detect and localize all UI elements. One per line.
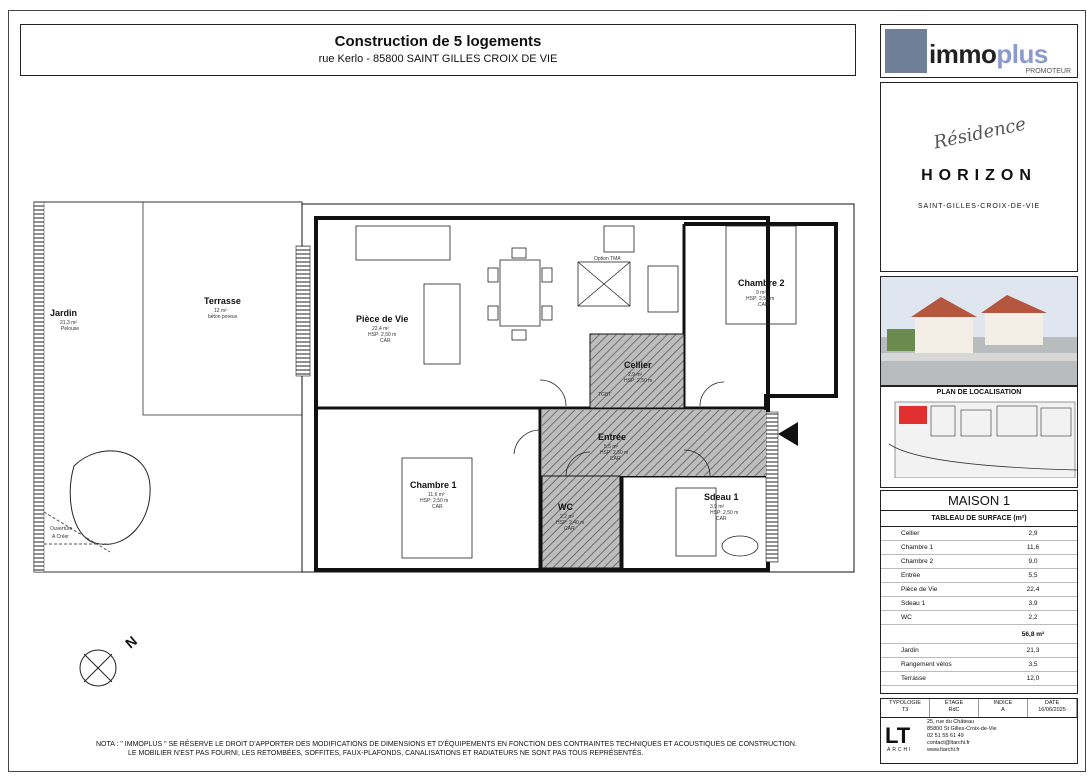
immoplus-logo-icon bbox=[885, 29, 927, 73]
room-label-wc: WC bbox=[558, 502, 573, 512]
page-title: Construction de 5 logements bbox=[334, 33, 542, 50]
garden-area bbox=[34, 202, 302, 572]
room-area-chambre2: 9 m² bbox=[756, 290, 766, 296]
room-label-terrasse: Terrasse bbox=[204, 296, 241, 306]
indice-cell: INDICE A bbox=[979, 699, 1028, 717]
table-row: Chambre 2 9,0 bbox=[881, 555, 1077, 569]
architect-address: 25, rue du Château 85800 St Gilles-Croix-de-Vie 02 51 55 61 49 contact@ltarchi.fr www.ltarchi.fr bbox=[927, 719, 997, 753]
disclaimer-note: NOTA : " IMMOPLUS " SE RÉSERVE LE DROIT D'APPORTER DES MODIFICATIONS DE DIMENSIONS ET D'ÉQUIPEMENTS EN FONCTION DES CONTRAINTES TECHNIQUES ET ACOUSTIQUES DE CONSTRUCTION. LE MOBILIER N'EST PAS FOURNI, LES RETOMBÉES, SOFFITES, FAUX-PLAFONDS, CANALISATIONS ET RADIATEURS NE SONT PAS TOUS REPRÉSENTÉS. bbox=[96, 741, 797, 757]
table-row: Pièce de Vie 22,4 bbox=[881, 583, 1077, 597]
room-hsp-chambre1: HSP: 2,50 m bbox=[420, 498, 449, 504]
table-row: Cellier 2,9 bbox=[881, 527, 1077, 541]
date-cell: DATE 16/06/2025 bbox=[1028, 699, 1077, 717]
room-area-cellier: 2,9 m² bbox=[628, 372, 643, 378]
location-map bbox=[880, 386, 1078, 488]
room-label-sdeau: Sdeau 1 bbox=[704, 492, 739, 502]
table-row: Sdeau 1 3,9 bbox=[881, 597, 1077, 611]
a-creer-label: A Créer bbox=[52, 534, 69, 540]
architect-block bbox=[880, 698, 1078, 764]
brand-sub: PROMOTEUR bbox=[1025, 68, 1071, 75]
residence-logo bbox=[880, 82, 1078, 272]
room-note-sdeau: CAR bbox=[716, 516, 727, 522]
room-label-chambre2: Chambre 2 bbox=[738, 278, 785, 288]
table-total-row: 56,8 m² bbox=[881, 625, 1077, 644]
tgbt-label: TGBT bbox=[598, 392, 612, 398]
room-hsp-wc: HSP: 2,40 m bbox=[556, 520, 585, 526]
residence-name: HORIZON bbox=[921, 167, 1037, 184]
table-row: Terrasse 12,0 bbox=[881, 672, 1077, 686]
room-label-entree: Entrée bbox=[598, 432, 627, 442]
room-label-cellier: Cellier bbox=[624, 360, 652, 370]
room-area-piece-de-vie: 22,4 m² bbox=[372, 326, 389, 332]
room-area-sdeau: 3,9 m² bbox=[710, 504, 725, 510]
north-label: N bbox=[122, 632, 141, 652]
meta-row bbox=[881, 699, 1077, 718]
table-title: TABLEAU DE SURFACE (m²) bbox=[881, 511, 1077, 527]
etage-cell: ÉTAGE RdC bbox=[930, 699, 979, 717]
room-area-entree: 5,5 m² bbox=[604, 444, 619, 450]
architect-logo-sub: ARCHI bbox=[887, 747, 913, 753]
table-row: Entrée 5,5 bbox=[881, 569, 1077, 583]
room-area-jardin: 21,3 m² bbox=[60, 320, 77, 326]
room-note-wc: CAR bbox=[564, 526, 575, 532]
room-note-terrasse: béton poreux bbox=[208, 314, 238, 320]
room-note-chambre2: CAR bbox=[758, 302, 769, 308]
table-row: Rangement vélos 3,5 bbox=[881, 658, 1077, 672]
room-hsp-cellier: HSP: 2,50 m bbox=[624, 378, 653, 384]
residence-script: Résidence bbox=[931, 113, 1028, 154]
brand-logo bbox=[880, 24, 1078, 78]
room-hsp-chambre2: HSP: 2,50 m bbox=[746, 296, 775, 302]
surface-table bbox=[880, 490, 1078, 694]
room-area-terrasse: 12 m² bbox=[214, 308, 227, 314]
typologie-cell: TYPOLOGIE T3 bbox=[881, 699, 930, 717]
building-render bbox=[881, 277, 1077, 385]
room-label-piece-de-vie: Pièce de Vie bbox=[356, 314, 409, 324]
room-hsp-piece-de-vie: HSP: 2,50 m bbox=[368, 332, 397, 338]
location-title: PLAN DE LOCALISATION bbox=[936, 389, 1022, 396]
residence-location: SAINT-GILLES-CROIX-DE-VIE bbox=[917, 203, 1041, 210]
table-row: Chambre 1 11,6 bbox=[881, 541, 1077, 555]
room-note-chambre1: CAR bbox=[432, 504, 443, 510]
location-plan bbox=[881, 396, 1077, 478]
entrance-arrow-icon bbox=[778, 422, 798, 446]
brand-name: immoplus bbox=[929, 39, 1048, 69]
room-area-chambre1: 11,6 m² bbox=[428, 492, 445, 498]
table-row: WC 2,2 bbox=[881, 611, 1077, 625]
table-row: Jardin 21,3 bbox=[881, 644, 1077, 658]
room-label-jardin: Jardin bbox=[50, 308, 78, 318]
room-area-wc: 2,2 m² bbox=[560, 514, 575, 520]
option-tma-label: Option TMA bbox=[594, 256, 621, 262]
room-note-jardin: Pelouse bbox=[61, 326, 80, 332]
north-arrow-icon bbox=[80, 650, 116, 686]
render-image bbox=[880, 276, 1078, 386]
room-label-chambre1: Chambre 1 bbox=[410, 480, 457, 490]
entree-hatch bbox=[542, 410, 766, 476]
page-subtitle: rue Kerlo - 85800 SAINT GILLES CROIX DE VIE bbox=[318, 53, 558, 65]
right-panel bbox=[866, 14, 1080, 766]
ouverture-label: Ouverture bbox=[50, 526, 73, 532]
room-hsp-sdeau: HSP: 2,50 m bbox=[710, 510, 739, 516]
room-note-entree: CAR bbox=[610, 456, 621, 462]
room-note-piece-de-vie: CAR bbox=[380, 338, 391, 344]
maison-title: MAISON 1 bbox=[881, 491, 1077, 511]
architect-logo: LT bbox=[885, 723, 911, 748]
room-hsp-entree: HSP: 2,50 m bbox=[600, 450, 629, 456]
